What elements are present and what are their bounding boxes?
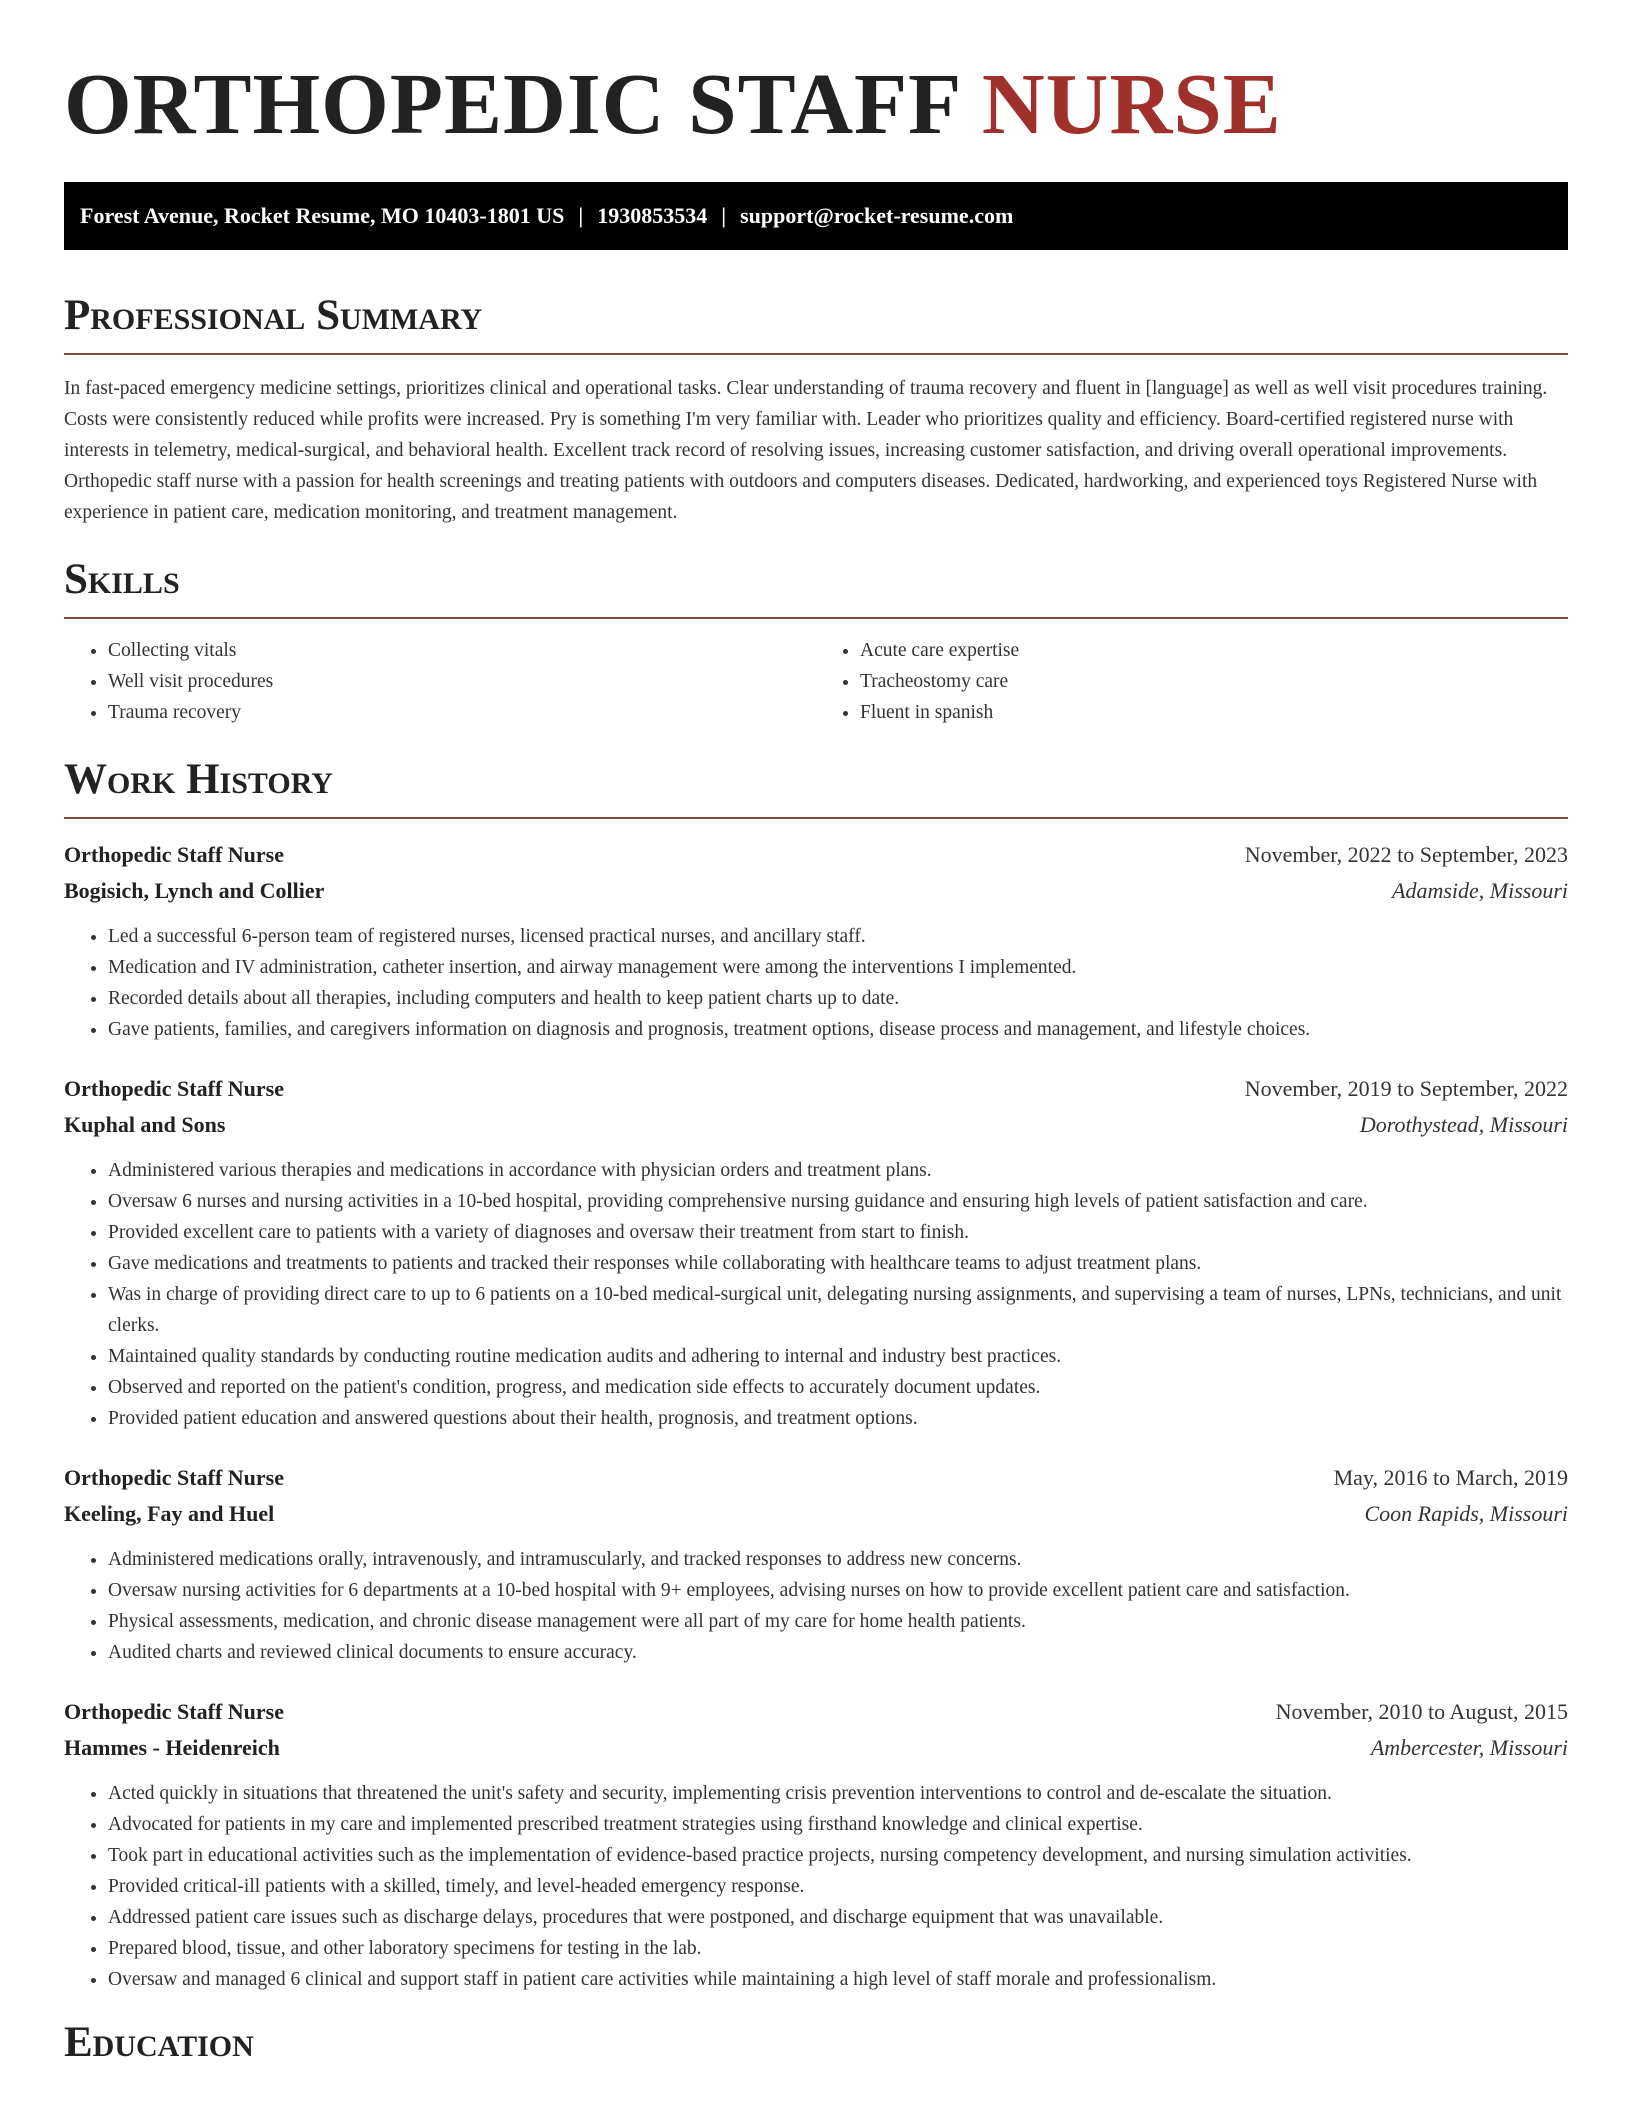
job-bullets bbox=[64, 1778, 1568, 1995]
job-bullet: • Oversaw nursing activities for 6 departments at a 10-bed hospital with 9+ employees, advising nurses on how to provide excellent patient care and satisfaction. bbox=[108, 1575, 1568, 1606]
skills-list bbox=[64, 635, 1568, 728]
skills-column-right bbox=[816, 635, 1568, 728]
skill-item: • Tracheostomy care bbox=[860, 666, 1568, 697]
summary-text: In fast-paced emergency medicine settings, prioritizes clinical and operational tasks. Clear understanding of trauma recovery and fluent in [language] as well as well visit procedures training. Costs were consistently reduced while profits were increased. Pry is something I'm very familiar with. Leader who prioritizes quality and efficiency. Board-certified registered nurse with interests in telemetry, medical-surgical, and behavioral health. Excellent track record of resolving issues, increasing customer satisfaction, and driving overall operational improvements. Orthopedic staff nurse with a passion for health screenings and treating patients with outdoors and computers diseases. Dedicated, hardworking, and experienced toys Registered Nurse with experience in patient care, medication monitoring, and treatment management. bbox=[64, 378, 1548, 523]
job-bullet: • Gave patients, families, and caregivers information on diagnosis and prognosis, treatment options, disease process and management, and lifestyle choices. bbox=[108, 1014, 1568, 1045]
job-header-row bbox=[64, 1460, 1568, 1496]
contact-separator: | bbox=[578, 203, 584, 228]
education-heading: Education bbox=[64, 2019, 254, 2066]
job-subheader-row bbox=[64, 1107, 1568, 1143]
job-bullet: • Provided patient education and answered questions about their health, prognosis, and treatment options. bbox=[108, 1403, 1568, 1434]
summary-divider bbox=[64, 353, 1568, 355]
job-dates: November, 2019 to September, 2022 bbox=[1244, 1076, 1568, 1101]
job-bullet: • Advocated for patients in my care and implemented prescribed treatment strategies using firsthand knowledge and clinical expertise. bbox=[108, 1809, 1568, 1840]
job-location: Dorothystead, Missouri bbox=[1359, 1112, 1568, 1137]
job-location: Adamside, Missouri bbox=[1392, 878, 1568, 903]
job-entry bbox=[64, 1460, 1568, 1668]
job-title: Orthopedic Staff Nurse bbox=[64, 842, 284, 867]
skill-item: • Collecting vitals bbox=[108, 635, 816, 666]
title-accent: NURSE bbox=[981, 55, 1282, 152]
skill-item: • Acute care expertise bbox=[860, 635, 1568, 666]
job-dates: November, 2010 to August, 2015 bbox=[1275, 1699, 1568, 1724]
job-bullet: • Oversaw and managed 6 clinical and support staff in patient care activities while maintaining a high level of staff morale and professionalism. bbox=[108, 1964, 1568, 1995]
work-heading: Work History bbox=[64, 756, 333, 803]
job-bullet: • Maintained quality standards by conducting routine medication audits and adhering to internal and industry best practices. bbox=[108, 1341, 1568, 1372]
job-bullet: • Addressed patient care issues such as discharge delays, procedures that were postponed, and discharge equipment that was unavailable. bbox=[108, 1902, 1568, 1933]
summary-heading: Professional Summary bbox=[64, 292, 483, 339]
work-divider bbox=[64, 817, 1568, 819]
job-entry bbox=[64, 837, 1568, 1045]
job-dates: November, 2022 to September, 2023 bbox=[1244, 842, 1568, 867]
contact-email: support@rocket-resume.com bbox=[740, 203, 1014, 228]
job-company: Bogisich, Lynch and Collier bbox=[64, 878, 325, 903]
skills-column-left bbox=[64, 635, 816, 728]
job-bullet: • Physical assessments, medication, and chronic disease management were all part of my care for home health patients. bbox=[108, 1606, 1568, 1637]
skill-item: • Trauma recovery bbox=[108, 697, 816, 728]
skills-divider bbox=[64, 617, 1568, 619]
job-company: Kuphal and Sons bbox=[64, 1112, 226, 1137]
job-subheader-row bbox=[64, 1730, 1568, 1766]
skill-item: • Fluent in spanish bbox=[860, 697, 1568, 728]
job-entry bbox=[64, 1694, 1568, 1995]
job-company: Keeling, Fay and Huel bbox=[64, 1501, 275, 1526]
job-bullet: • Took part in educational activities such as the implementation of evidence-based practice projects, nursing competency development, and nursing simulation activities. bbox=[108, 1840, 1568, 1871]
contact-phone: 1930853534 bbox=[597, 203, 708, 228]
job-title: Orthopedic Staff Nurse bbox=[64, 1076, 284, 1101]
job-bullet: • Acted quickly in situations that threatened the unit's safety and security, implementing crisis prevention interventions to control and de-escalate the situation. bbox=[108, 1778, 1568, 1809]
job-bullet: • Administered medications orally, intravenously, and intramuscularly, and tracked responses to address new concerns. bbox=[108, 1544, 1568, 1575]
job-bullet: • Administered various therapies and medications in accordance with physician orders and treatment plans. bbox=[108, 1155, 1568, 1186]
job-header-row bbox=[64, 1694, 1568, 1730]
job-title: Orthopedic Staff Nurse bbox=[64, 1699, 284, 1724]
job-bullet: • Provided critical-ill patients with a skilled, timely, and level-headed emergency response. bbox=[108, 1871, 1568, 1902]
job-location: Coon Rapids, Missouri bbox=[1364, 1501, 1568, 1526]
job-bullet: • Audited charts and reviewed clinical documents to ensure accuracy. bbox=[108, 1637, 1568, 1668]
job-entry bbox=[64, 1071, 1568, 1434]
job-header-row bbox=[64, 1071, 1568, 1107]
job-bullets bbox=[64, 1544, 1568, 1668]
contact-address: Forest Avenue, Rocket Resume, MO 10403-1801 US bbox=[80, 203, 565, 228]
job-bullets bbox=[64, 921, 1568, 1045]
job-bullet: • Led a successful 6-person team of registered nurses, licensed practical nurses, and ancillary staff. bbox=[108, 921, 1568, 952]
job-bullet: • Recorded details about all therapies, including computers and health to keep patient charts up to date. bbox=[108, 983, 1568, 1014]
job-subheader-row bbox=[64, 1496, 1568, 1532]
title-main: ORTHOPEDIC STAFF bbox=[64, 55, 982, 152]
job-bullets bbox=[64, 1155, 1568, 1434]
job-bullet: • Medication and IV administration, catheter insertion, and airway management were among the interventions I implemented. bbox=[108, 952, 1568, 983]
contact-bar bbox=[64, 182, 1568, 250]
skills-heading: Skills bbox=[64, 556, 180, 603]
contact-separator: | bbox=[721, 203, 727, 228]
skill-item: • Well visit procedures bbox=[108, 666, 816, 697]
job-dates: May, 2016 to March, 2019 bbox=[1333, 1465, 1568, 1490]
job-header-row bbox=[64, 837, 1568, 873]
job-bullet: • Prepared blood, tissue, and other laboratory specimens for testing in the lab. bbox=[108, 1933, 1568, 1964]
job-bullet: • Provided excellent care to patients with a variety of diagnoses and oversaw their treatment from start to finish. bbox=[108, 1217, 1568, 1248]
job-bullet: • Was in charge of providing direct care to up to 6 patients on a 10-bed medical-surgical unit, delegating nursing assignments, and supervising a team of nurses, LPNs, technicians, and unit clerks. bbox=[108, 1279, 1568, 1341]
job-title: Orthopedic Staff Nurse bbox=[64, 1465, 284, 1490]
job-location: Ambercester, Missouri bbox=[1370, 1735, 1568, 1760]
job-subheader-row bbox=[64, 873, 1568, 909]
job-bullet: • Gave medications and treatments to patients and tracked their responses while collaborating with healthcare teams to adjust treatment plans. bbox=[108, 1248, 1568, 1279]
job-company: Hammes - Heidenreich bbox=[64, 1735, 280, 1760]
resume-title bbox=[64, 0, 1568, 150]
job-bullet: • Observed and reported on the patient's condition, progress, and medication side effects to accurately document updates. bbox=[108, 1372, 1568, 1403]
job-bullet: • Oversaw 6 nurses and nursing activities in a 10-bed hospital, providing comprehensive nursing guidance and ensuring high levels of patient satisfaction and care. bbox=[108, 1186, 1568, 1217]
